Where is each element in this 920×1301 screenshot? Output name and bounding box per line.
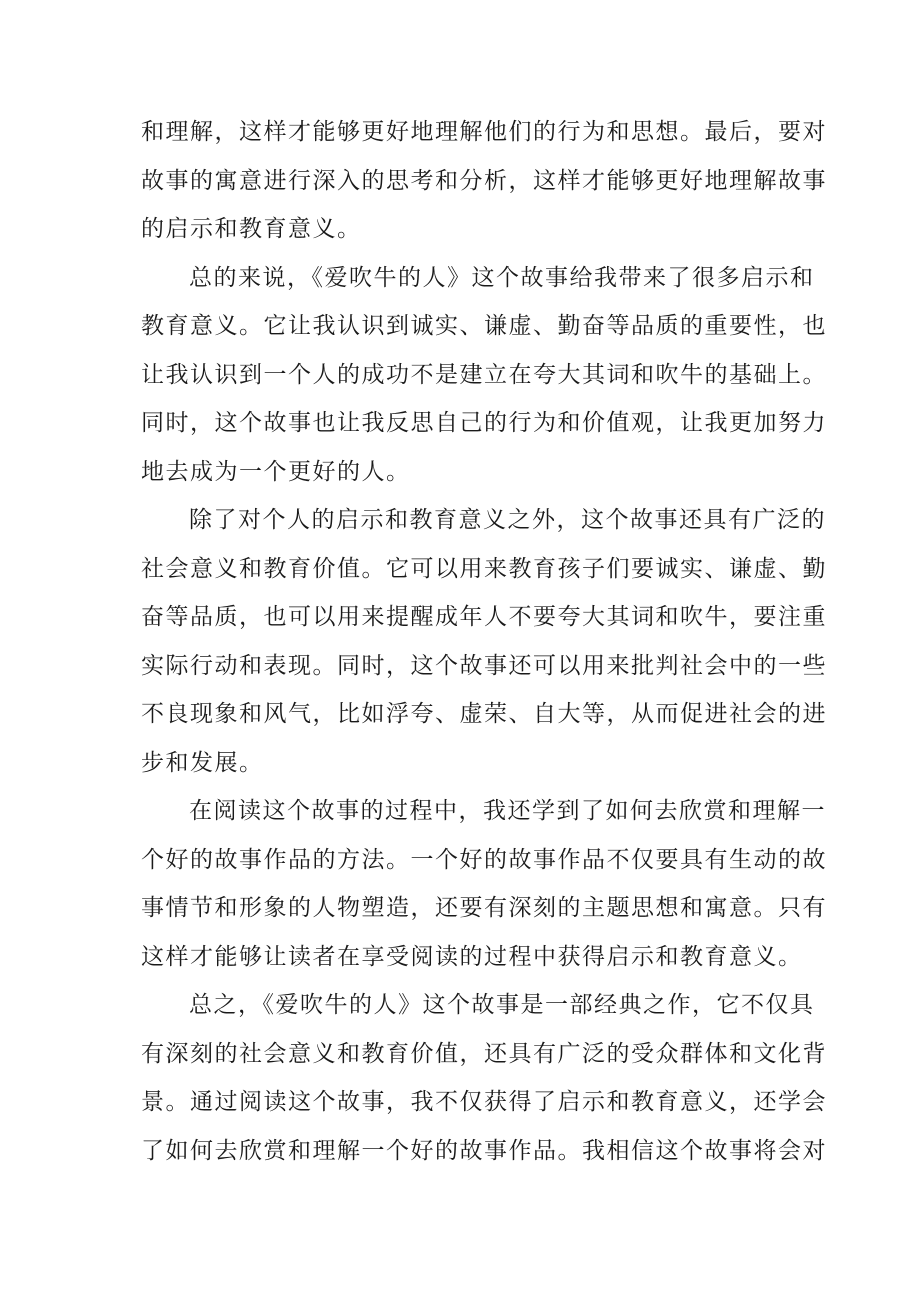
paragraph-1-line-1: 和理解，这样才能够更好地理解他们的行为和思想。最后，要对 [141,119,827,145]
paragraph-5-line-4: 了如何去欣赏和理解一个好的故事作品。我相信这个故事将会对 [141,1137,827,1164]
paragraph-1-line-3: 的启示和教育意义。 [141,216,362,242]
paragraph-2-line-3: 让我认识到一个人的成功不是建立在夸大其词和吹牛的基础上。 [141,361,827,388]
body-text [141,108,827,1175]
paragraph-1-line-2: 故事的寓意进行深入的思考和分析，这样才能够更好地理解故事 [141,167,827,194]
paragraph-4-line-2: 个好的故事作品的方法。一个好的故事作品不仅要具有生动的故 [141,846,827,873]
paragraph-3-line-6: 步和发展。 [141,749,264,776]
paragraph-5-line-1: 总之，《爱吹牛的人》这个故事是一部经典之作，它不仅具 [189,992,815,1018]
paragraph-4-line-3: 事情节和形象的人物塑造，还要有深刻的主题思想和寓意。只有 [141,895,827,921]
paragraph-3-line-4: 实际行动和表现。同时，这个故事还可以用来批判社会中的一些 [141,652,827,679]
paragraph-2-line-1: 总的来说，《爱吹牛的人》这个故事给我带来了很多启示和 [189,264,815,291]
paragraph-2-line-2: 教育意义。它让我认识到诚实、谦虚、勤奋等品质的重要性，也 [141,313,827,339]
paragraph-3-line-1: 除了对个人的启示和教育意义之外，这个故事还具有广泛的 [189,507,826,533]
paragraph-2-line-5: 地去成为一个更好的人。 [141,458,411,485]
paragraph-5-line-2: 有深刻的社会意义和教育价值，还具有广泛的受众群体和文化背 [141,1040,827,1067]
paragraph-3-line-2: 社会意义和教育价值。它可以用来教育孩子们要诚实、谦虚、勤 [141,555,827,582]
paragraph-3-line-5: 不良现象和风气，比如浮夸、虚荣、自大等，从而促进社会的进 [141,701,827,727]
paragraph-3-line-3: 奋等品质，也可以用来提醒成年人不要夸大其词和吹牛，要注重 [141,604,827,630]
paragraph-4-line-1: 在阅读这个故事的过程中，我还学到了如何去欣赏和理解一 [189,798,826,824]
paragraph-4-line-4: 这样才能够让读者在享受阅读的过程中获得启示和教育意义。 [141,943,803,970]
paragraph-5-line-3: 景。通过阅读这个故事，我不仅获得了启示和教育意义，还学会 [141,1089,827,1115]
paragraph-2-line-4: 同时，这个故事也让我反思自己的行为和价值观，让我更加努力 [141,410,827,436]
